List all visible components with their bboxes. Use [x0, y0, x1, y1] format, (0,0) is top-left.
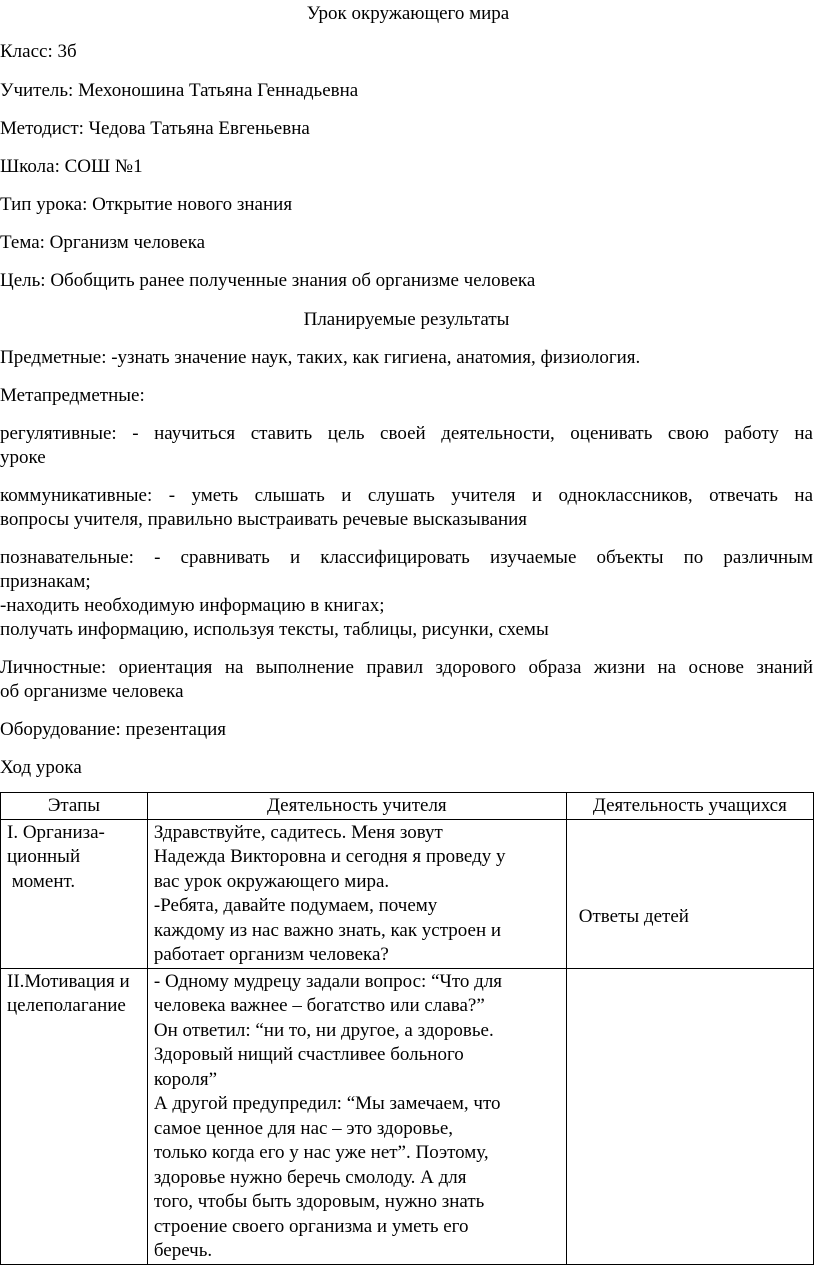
lesson-flow-heading: Ход урока [0, 757, 82, 778]
teacher-text: беречь. [153, 1240, 213, 1261]
header-stages: Этапы [1, 793, 148, 820]
lesson-type-line: Тип урока: Открытие нового знания [0, 194, 293, 215]
student-activity-cell [566, 819, 813, 968]
teacher-text: вас урок окружающего мира. [153, 870, 390, 892]
equipment-line: Оборудование: презентация [0, 719, 227, 740]
teacher-text: Надежда Викторовна и сегодня я проведу у [153, 846, 506, 867]
teacher-text: человека важнее – богатство или слава?” [153, 995, 485, 1016]
header-teacher-activity: Деятельность учителя [147, 793, 566, 820]
stage-text: I. Организа- [7, 821, 105, 843]
topic-line: Тема: Организм человека [0, 232, 206, 253]
teacher-text: А другой предупредил: “Мы замечаем, что [153, 1093, 501, 1114]
regulatory-line-1: регулятивные: - научиться ставить цель своей деятельности, оценивать свою работу на [0, 423, 813, 444]
table-header-row [1, 793, 814, 820]
communicative-line-1: коммуникативные: - уметь слышать и слушать учителя и одноклассников, отвечать на [0, 485, 813, 506]
cognitive-line-2: признакам; [0, 571, 91, 592]
personal-line-1: Личностные: ориентация на выполнение правил здорового образа жизни на основе знаний [0, 657, 813, 678]
header-student-activity: Деятельность учащихся [566, 793, 813, 820]
lesson-table [0, 792, 814, 1265]
stage-text: момент. [7, 870, 76, 892]
cognitive-line-1: познавательные: - сравнивать и классифицировать изучаемые объекты по различным [0, 547, 813, 568]
subject-results: Предметные: -узнать значение наук, таких, как гигиена, анатомия, физиология. [0, 347, 641, 368]
stage-text: целеполагание [7, 995, 126, 1016]
methodist-line: Методист: Чедова Татьяна Евгеньевна [0, 118, 310, 139]
teacher-text: Здравствуйте, садитесь. Меня зовут [153, 821, 443, 843]
teacher-text: -Ребята, давайте подумаем, почему [153, 895, 438, 916]
metasubject-heading: Метапредметные: [0, 385, 145, 406]
teacher-text: короля” [153, 1068, 218, 1090]
table-row [1, 819, 814, 968]
stage-text: II.Мотивация и [7, 970, 130, 992]
teacher-line: Учитель: Мехоношина Татьяна Геннадьевна [0, 80, 359, 101]
cognitive-line-3: -находить необходимую информацию в книгах; [0, 595, 385, 616]
teacher-text: - Одному мудрецу задали вопрос: “Что для [153, 970, 503, 992]
communicative-line-2: вопросы учителя, правильно выстраивать речевые высказывания [0, 509, 528, 530]
personal-line-2: об организме человека [0, 681, 184, 702]
stage-text: ционный [7, 846, 81, 867]
goal-line: Цель: Обобщить ранее полученные знания об организме человека [0, 270, 536, 291]
teacher-text: каждому из нас важно знать, как устроен и [153, 919, 502, 941]
teacher-text: только когда его у нас уже нет”. Поэтому, [153, 1142, 489, 1163]
teacher-text: Здоровый нищий счастливее больного [153, 1044, 464, 1065]
teacher-text: того, чтобы быть здоровым, нужно знать [153, 1191, 485, 1212]
document-title: Урок окружающего мира [306, 3, 510, 24]
stage-cell [1, 968, 148, 1264]
teacher-activity-cell [147, 968, 566, 1264]
teacher-text: здоровье нужно беречь смолоду. А для [153, 1166, 467, 1188]
planned-results-heading: Планируемые результаты [303, 309, 510, 330]
class-line: Класс: 3б [0, 41, 77, 62]
cognitive-line-4: получать информацию, используя тексты, таблицы, рисунки, схемы [0, 619, 549, 640]
stage-cell [1, 819, 148, 968]
student-activity-cell [566, 968, 813, 1264]
teacher-text: самое ценное для нас – это здоровье, [153, 1117, 454, 1139]
table-row [1, 968, 814, 1264]
student-text: Ответы детей [578, 906, 689, 928]
teacher-text: строение своего организма и уметь его [153, 1215, 469, 1237]
teacher-activity-cell [147, 819, 566, 968]
regulatory-line-2: уроке [0, 447, 46, 468]
school-line: Школа: СОШ №1 [0, 156, 143, 177]
teacher-text: работает организм человека? [153, 944, 389, 965]
teacher-text: Он ответил: “ни то, ни другое, а здоровье. [153, 1019, 494, 1041]
